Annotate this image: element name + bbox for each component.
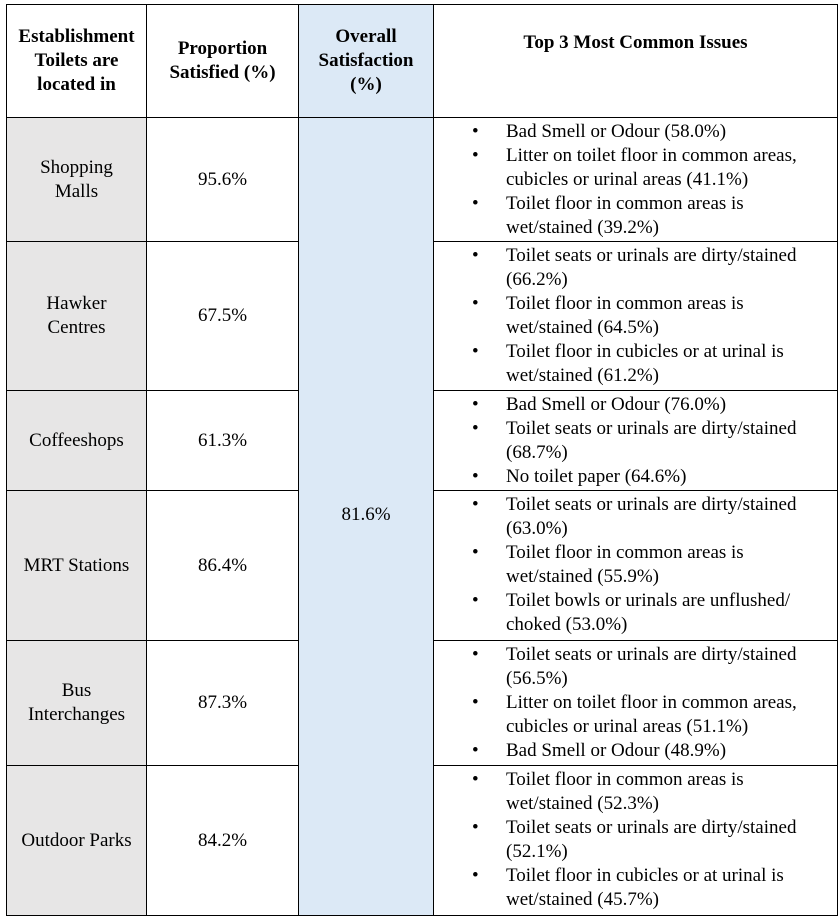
satisfaction-table-wrapper <box>6 4 838 916</box>
establishment-cell: MRT Stations <box>7 491 147 641</box>
proportion-cell: 61.3% <box>147 391 299 491</box>
list-item: • Toilet floor in cubicles or at urinal is wet/stained (45.7%) <box>434 864 831 912</box>
table-row <box>7 118 838 242</box>
list-item: • Litter on toilet floor in common areas, cubicles or urinal areas (51.1%) <box>434 691 831 739</box>
establishment-cell: Outdoor Parks <box>7 766 147 916</box>
issues-cell <box>434 766 838 916</box>
issues-cell <box>434 641 838 766</box>
list-item: • Toilet floor in cubicles or at urinal is wet/stained (61.2%) <box>434 340 831 388</box>
list-item: • Toilet bowls or urinals are unflushed/ choked (53.0%) <box>434 589 831 637</box>
issues-list <box>434 768 831 912</box>
issues-cell <box>434 391 838 491</box>
list-item: • Toilet floor in common areas is wet/stained (39.2%) <box>434 192 831 240</box>
list-item: • Toilet seats or urinals are dirty/stained (52.1%) <box>434 816 831 864</box>
list-item: • Toilet floor in common areas is wet/stained (55.9%) <box>434 541 831 589</box>
list-item: • Litter on toilet floor in common areas, cubicles or urinal areas (41.1%) <box>434 144 831 192</box>
establishment-cell: Shopping Malls <box>7 118 147 242</box>
issues-cell <box>434 242 838 391</box>
header-issues: Top 3 Most Common Issues <box>434 5 838 118</box>
establishment-cell: Hawker Centres <box>7 242 147 391</box>
header-establishment: Establishment Toilets are located in <box>7 5 147 118</box>
establishment-cell: Coffeeshops <box>7 391 147 491</box>
list-item: • Bad Smell or Odour (48.9%) <box>434 739 831 763</box>
list-item: • Toilet floor in common areas is wet/stained (52.3%) <box>434 768 831 816</box>
list-item: • Toilet seats or urinals are dirty/stained (68.7%) <box>434 417 831 465</box>
proportion-cell: 95.6% <box>147 118 299 242</box>
header-overall: Overall Satisfaction (%) <box>299 5 434 118</box>
issues-list <box>434 393 831 489</box>
issues-list <box>434 120 831 240</box>
issues-cell <box>434 491 838 641</box>
overall-satisfaction-cell: 81.6% <box>299 118 434 916</box>
satisfaction-table <box>6 4 838 916</box>
establishment-cell: Bus Interchanges <box>7 641 147 766</box>
issues-list <box>434 493 831 637</box>
header-proportion: Proportion Satisfied (%) <box>147 5 299 118</box>
header-row <box>7 5 838 118</box>
list-item: • Bad Smell or Odour (76.0%) <box>434 393 831 417</box>
list-item: • Toilet floor in common areas is wet/stained (64.5%) <box>434 292 831 340</box>
issues-list <box>434 643 831 763</box>
proportion-cell: 87.3% <box>147 641 299 766</box>
list-item: • Toilet seats or urinals are dirty/stained (63.0%) <box>434 493 831 541</box>
issues-cell <box>434 118 838 242</box>
list-item: • Bad Smell or Odour (58.0%) <box>434 120 831 144</box>
proportion-cell: 84.2% <box>147 766 299 916</box>
issues-list <box>434 244 831 388</box>
proportion-cell: 86.4% <box>147 491 299 641</box>
list-item: • Toilet seats or urinals are dirty/stained (66.2%) <box>434 244 831 292</box>
list-item: • Toilet seats or urinals are dirty/stained (56.5%) <box>434 643 831 691</box>
proportion-cell: 67.5% <box>147 242 299 391</box>
list-item: • No toilet paper (64.6%) <box>434 465 831 489</box>
